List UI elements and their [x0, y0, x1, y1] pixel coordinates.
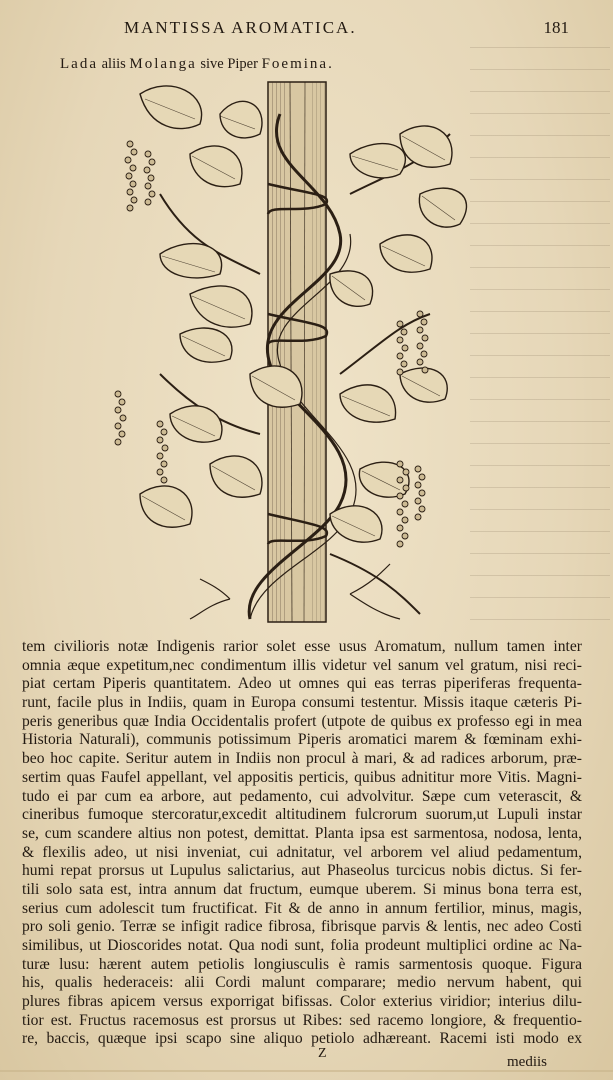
caption-lada: Lada [60, 56, 98, 72]
text-line: beo hoc capite. Seritur autem in Indiis non procul à mari, & ad radices arborum, præ- [22, 750, 582, 768]
text-line: peris generibus quæ India Occidentalis profert (utpote de quibus ex professo egi in mea [22, 712, 582, 730]
text-line: pro soli genio. Terræ se infigit radice fibrosa, fibrisque parvis & lentis, nec adeo Costi [22, 918, 582, 936]
text-line: piat certam Piperis quantitatem. Adeo ut omnes qui eas terras piperiferas frequenta- [22, 675, 582, 693]
running-head [0, 18, 613, 44]
text-line: tem civilioris notæ Indigenis rarior solet esse usus Aromatum, nullum tamen inter [22, 638, 582, 655]
text-line: his, qualis hederaceis: alii Cordi malunt comparare; medio nervum habent, qui [22, 974, 582, 992]
text-line: tili solo sata est, intra annum dat fructum, eumque uberem. Si minus bona terra est, [22, 880, 582, 898]
page-number: 181 [543, 18, 569, 37]
caption-aliis: aliis [97, 56, 130, 72]
text-line: omnia æque expetitum,nec condimentum illis videtur vel sanum vel gratum, nisi reci- [22, 656, 582, 674]
text-line: similibus, ut Dioscorides notat. Qua nodi sunt, folia prodeunt multiplici ordine ac Na- [22, 937, 582, 954]
text-line: & flexilis adeo, ut nisi inveniat, cui adnitatur, vel arborem vel aliud pedamentum, [22, 843, 582, 861]
text-line: tudo ei par cum ea arbore, aut pedamento, cui advolvitur. Sæpe cum veterascit, & [22, 787, 582, 805]
text-line: Historia Naturali), communis potissimum Piperis aromatici marem & fœminam exhi- [22, 731, 582, 749]
text-line: turæ lusu: hærent autem petiolis longiusculis è ramis sarmentosis quoque. Figura [22, 955, 582, 973]
text-line: se, cum scandere altius non potest, demittat. Planta ipsa est sarmentosa, nodosa, lenta, [22, 824, 582, 842]
text-line: tior est. Fructus racemosus est prorsus ut Ribes: sed racemo longiore, & frequentio- [22, 1011, 582, 1029]
text-line: plures fibras apicem versus exporrigat bifissas. Color exterius viridior; interius dilu- [22, 993, 582, 1011]
text-line: cineribus fumoque stercoratur,excedit altitudinem fulcrorum suorum,ut Lupuli instar [22, 806, 582, 824]
running-title: MANTISSA AROMATICA. [124, 18, 357, 37]
text-line: humi repat prorsus ut Lupulus salictarius, aut Phaseolus turcicus nobis dictus. Si fer- [22, 862, 582, 880]
pepper-vine-illustration-icon [100, 74, 490, 634]
text-line: serius cum adolescit tum fructificat. Fit & de anno in annum fertilior, minus, magis, [22, 899, 582, 917]
caption-sive-piper: sive Piper [196, 56, 262, 72]
caption-foemina: Foemina. [261, 56, 334, 72]
caption-molanga: Molanga [129, 56, 197, 72]
signature-mark: Z [318, 1046, 327, 1061]
text-line: runt, facile plus in Indiis, quam in Europa consumi testentur. Missis itaque cæteris Pi- [22, 694, 582, 712]
page-edge [0, 1070, 613, 1072]
text-line: re, baccis, quæque ipsi scapo sine aliquo petiolo adhæreant. Racemi isti modo ex [22, 1030, 582, 1048]
catchword: mediis [507, 1054, 547, 1070]
show-through-text [470, 40, 610, 620]
body-text [22, 638, 582, 1049]
figure-caption [60, 56, 580, 73]
text-line: sertim quas Faufel appellant, vel appositis perticis, quibus adnititur more Vitis. Magni- [22, 768, 582, 786]
